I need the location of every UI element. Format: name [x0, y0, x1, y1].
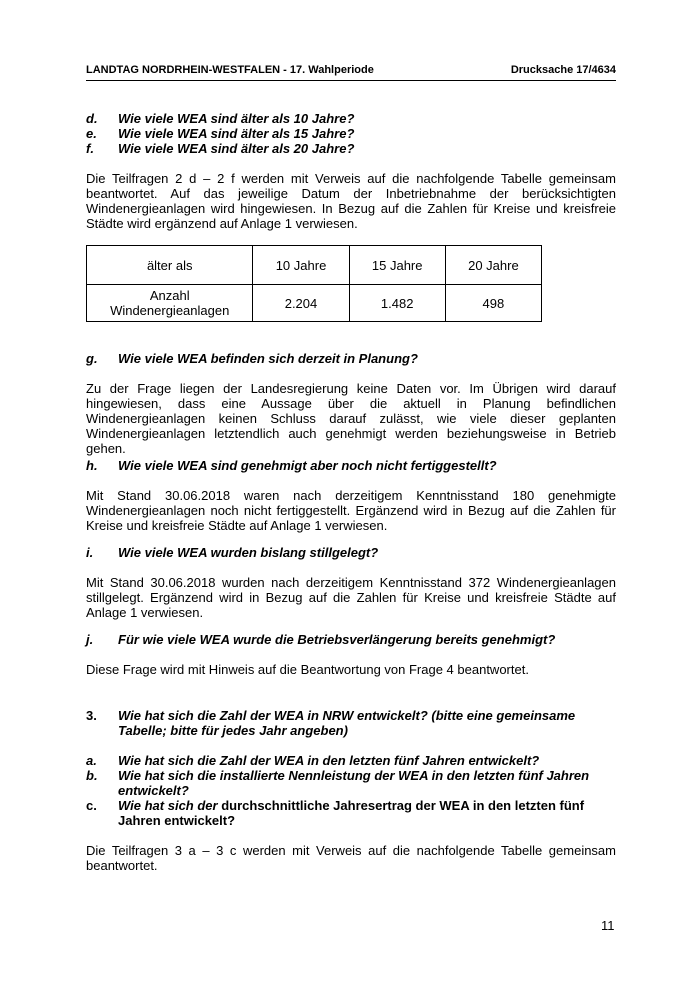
question-label: f.: [86, 141, 94, 156]
question-text: Wie hat sich die installierte Nennleistung der WEA in den letzten fünf Jahren entwickelt?: [118, 768, 590, 798]
question-label: a.: [86, 753, 97, 768]
answer-j: Diese Frage wird mit Hinweis auf die Beantwortung von Frage 4 beantwortet.: [86, 662, 529, 677]
question-h: [86, 458, 616, 473]
table-header-cell: älter als: [87, 246, 253, 285]
answer-3: Die Teilfragen 3 a – 3 c werden mit Verweis auf die nachfolgende Tabelle gemeinsam beantwortet.: [86, 843, 616, 873]
answer-i: Mit Stand 30.06.2018 wurden nach derzeitigem Kenntnisstand 372 Windenergieanlagen stillgelegt. Ergänzend wird in Bezug auf die Zahlen für Kreise und kreisfreie Städte auf Anlage 1 verwiesen.: [86, 575, 616, 620]
question-label: j.: [86, 632, 94, 647]
row-label-line-1: Anzahl: [149, 288, 190, 303]
question-label: g.: [86, 351, 98, 366]
question-label: c.: [86, 798, 97, 813]
question-text: Wie viele WEA wurden bislang stillgelegt?: [118, 545, 379, 560]
question-label: e.: [86, 126, 97, 141]
question-g: [86, 351, 616, 366]
table-header-row: [87, 246, 542, 285]
question-text-normal: durchschnittliche Jahresertrag der WEA in den letzten fünf Jahren entwickelt?: [118, 798, 585, 828]
question-text-italic: Wie hat sich der: [118, 798, 218, 813]
row-label-line-2: Windenergieanlagen: [110, 303, 230, 318]
question-label: 3.: [86, 708, 97, 723]
answer-g: Zu der Frage liegen der Landesregierung keine Daten vor. Im Übrigen wird darauf hingewiesen, dass eine Aussage über die aktuell in Planung befindlichen Windenergieanlagen keinen Schluss darauf zulässt, wie viele dieser geplanten Windenergieanlagen letztendlich auch genehmigt werden beziehungsweise in Betrieb gehen.: [86, 381, 616, 456]
question-text: Wie viele WEA sind älter als 10 Jahre?: [118, 111, 355, 126]
question-3a: [86, 753, 616, 768]
header-left: LANDTAG NORDRHEIN-WESTFALEN - 17. Wahlperiode: [86, 64, 374, 76]
answer-h: Mit Stand 30.06.2018 waren nach derzeitigem Kenntnisstand 180 genehmigte Windenergieanlagen noch nicht fertiggestellt. Ergänzend wird in Bezug auf die Zahlen für Kreise und kreisfreie Städte auf Anlage 1 verwiesen.: [86, 488, 616, 533]
question-i: [86, 545, 616, 560]
age-table: [86, 245, 542, 322]
question-text: Für wie viele WEA wurde die Betriebsverlängerung bereits genehmigt?: [118, 632, 556, 647]
question-label: h.: [86, 458, 98, 473]
table-cell: 1.482: [349, 285, 445, 322]
question-text: Wie viele WEA sind älter als 15 Jahre?: [118, 126, 355, 141]
question-label: d.: [86, 111, 98, 126]
table-header-cell: 10 Jahre: [253, 246, 349, 285]
question-j: [86, 632, 616, 647]
answer-d-f: Die Teilfragen 2 d – 2 f werden mit Verweis auf die nachfolgende Tabelle gemeinsam beantwortet. Auf das jeweilige Datum der Inbetriebnahme der berücksichtigten Windenergieanlagen wird hingewiesen. In Bezug auf die Zahlen für Kreise und kreisfreie Städte wird ergänzend auf Anlage 1 verwiesen.: [86, 171, 616, 231]
question-text: [118, 798, 616, 828]
question-3b: [86, 768, 616, 798]
question-text: Wie viele WEA sind genehmigt aber noch nicht fertiggestellt?: [118, 458, 497, 473]
table-cell: 498: [445, 285, 541, 322]
question-text: Wie hat sich die Zahl der WEA in den letzten fünf Jahren entwickelt?: [118, 753, 540, 768]
question-3c: [86, 798, 616, 828]
table-row: [87, 285, 542, 322]
question-d: [86, 111, 616, 126]
question-e: [86, 126, 616, 141]
question-label: b.: [86, 768, 98, 783]
table-cell: 2.204: [253, 285, 349, 322]
page-number: 11: [601, 918, 615, 933]
question-f: [86, 141, 616, 156]
table-row-label: [87, 285, 253, 322]
question-text: Wie viele WEA befinden sich derzeit in Planung?: [118, 351, 418, 366]
question-text: Wie viele WEA sind älter als 20 Jahre?: [118, 141, 355, 156]
question-text: Wie hat sich die Zahl der WEA in NRW entwickelt? (bitte eine gemeinsame Tabelle; bitte für jedes Jahr angeben): [118, 708, 576, 738]
page-header: [86, 64, 616, 81]
question-label: i.: [86, 545, 94, 560]
table-header-cell: 20 Jahre: [445, 246, 541, 285]
header-right: Drucksache 17/4634: [510, 64, 616, 76]
table-header-cell: 15 Jahre: [349, 246, 445, 285]
question-3: [86, 708, 616, 738]
